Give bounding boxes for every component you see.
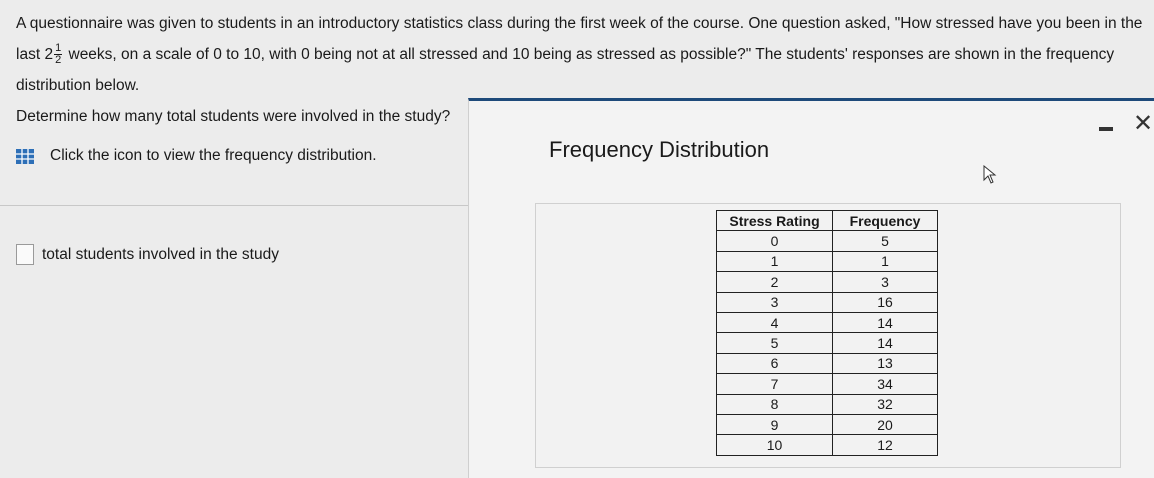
- stress-rating-cell: 6: [717, 353, 833, 373]
- frequency-cell: 16: [833, 292, 938, 312]
- answer-label: total students involved in the study: [42, 245, 279, 263]
- frequency-cell: 1: [833, 251, 938, 271]
- frequency-cell: 12: [833, 435, 938, 455]
- answer-row: [16, 244, 279, 265]
- stress-rating-cell: 10: [717, 435, 833, 455]
- prompt-text: Determine how many total students were involved in the study?: [16, 108, 451, 125]
- table-row: [717, 272, 938, 292]
- fraction: [54, 43, 62, 66]
- frequency-table: [716, 210, 938, 456]
- table-header-row: [717, 211, 938, 231]
- answer-input[interactable]: [16, 244, 34, 265]
- stress-rating-cell: 7: [717, 374, 833, 394]
- mixed-number-whole: 2: [44, 46, 54, 63]
- minimize-icon[interactable]: [1099, 127, 1113, 131]
- frequency-cell: 32: [833, 394, 938, 414]
- table-row: [717, 394, 938, 414]
- stress-rating-cell: 4: [717, 312, 833, 332]
- question-text: [16, 8, 1150, 101]
- table-row: [717, 251, 938, 271]
- table-row: [717, 292, 938, 312]
- view-distribution-row: [16, 147, 377, 165]
- popup-title: Frequency Distribution: [549, 137, 770, 162]
- cursor-icon: [983, 165, 999, 185]
- table-row: [717, 353, 938, 373]
- column-header: Frequency: [833, 211, 938, 231]
- frequency-cell: 20: [833, 414, 938, 434]
- icon-hint-text: Click the icon to view the frequency distribution.: [50, 147, 377, 164]
- column-header: Stress Rating: [717, 211, 833, 231]
- frequency-cell: 14: [833, 312, 938, 332]
- table-row: [717, 435, 938, 455]
- stress-rating-cell: 5: [717, 333, 833, 353]
- frequency-cell: 5: [833, 231, 938, 251]
- table-row: [717, 414, 938, 434]
- stress-rating-cell: 2: [717, 272, 833, 292]
- frequency-cell: 14: [833, 333, 938, 353]
- table-row: [717, 333, 938, 353]
- frequency-distribution-popup: [468, 98, 1154, 478]
- fraction-numerator: 1: [55, 42, 62, 55]
- table-panel: [535, 203, 1121, 468]
- fraction-denominator: 2: [55, 54, 62, 67]
- close-icon[interactable]: ✕: [1133, 110, 1154, 137]
- stress-rating-cell: 3: [717, 292, 833, 312]
- question-part1: A questionnaire was given to students in an introductory statistics class during the first week of the course. One question asked, "How stressed have you been in the last: [16, 15, 1143, 63]
- stress-rating-cell: 1: [717, 251, 833, 271]
- frequency-cell: 3: [833, 272, 938, 292]
- stress-rating-cell: 0: [717, 231, 833, 251]
- stress-rating-cell: 8: [717, 394, 833, 414]
- frequency-cell: 13: [833, 353, 938, 373]
- stress-rating-cell: 9: [717, 414, 833, 434]
- table-row: [717, 374, 938, 394]
- table-row: [717, 312, 938, 332]
- table-row: [717, 231, 938, 251]
- grid-table-icon[interactable]: [16, 149, 34, 164]
- frequency-cell: 34: [833, 374, 938, 394]
- question-part2: weeks, on a scale of 0 to 10, with 0 being not at all stressed and 10 being as stressed as possible?" The students' responses are shown in the frequency distribution below.: [16, 46, 1115, 94]
- section-divider: [0, 205, 468, 206]
